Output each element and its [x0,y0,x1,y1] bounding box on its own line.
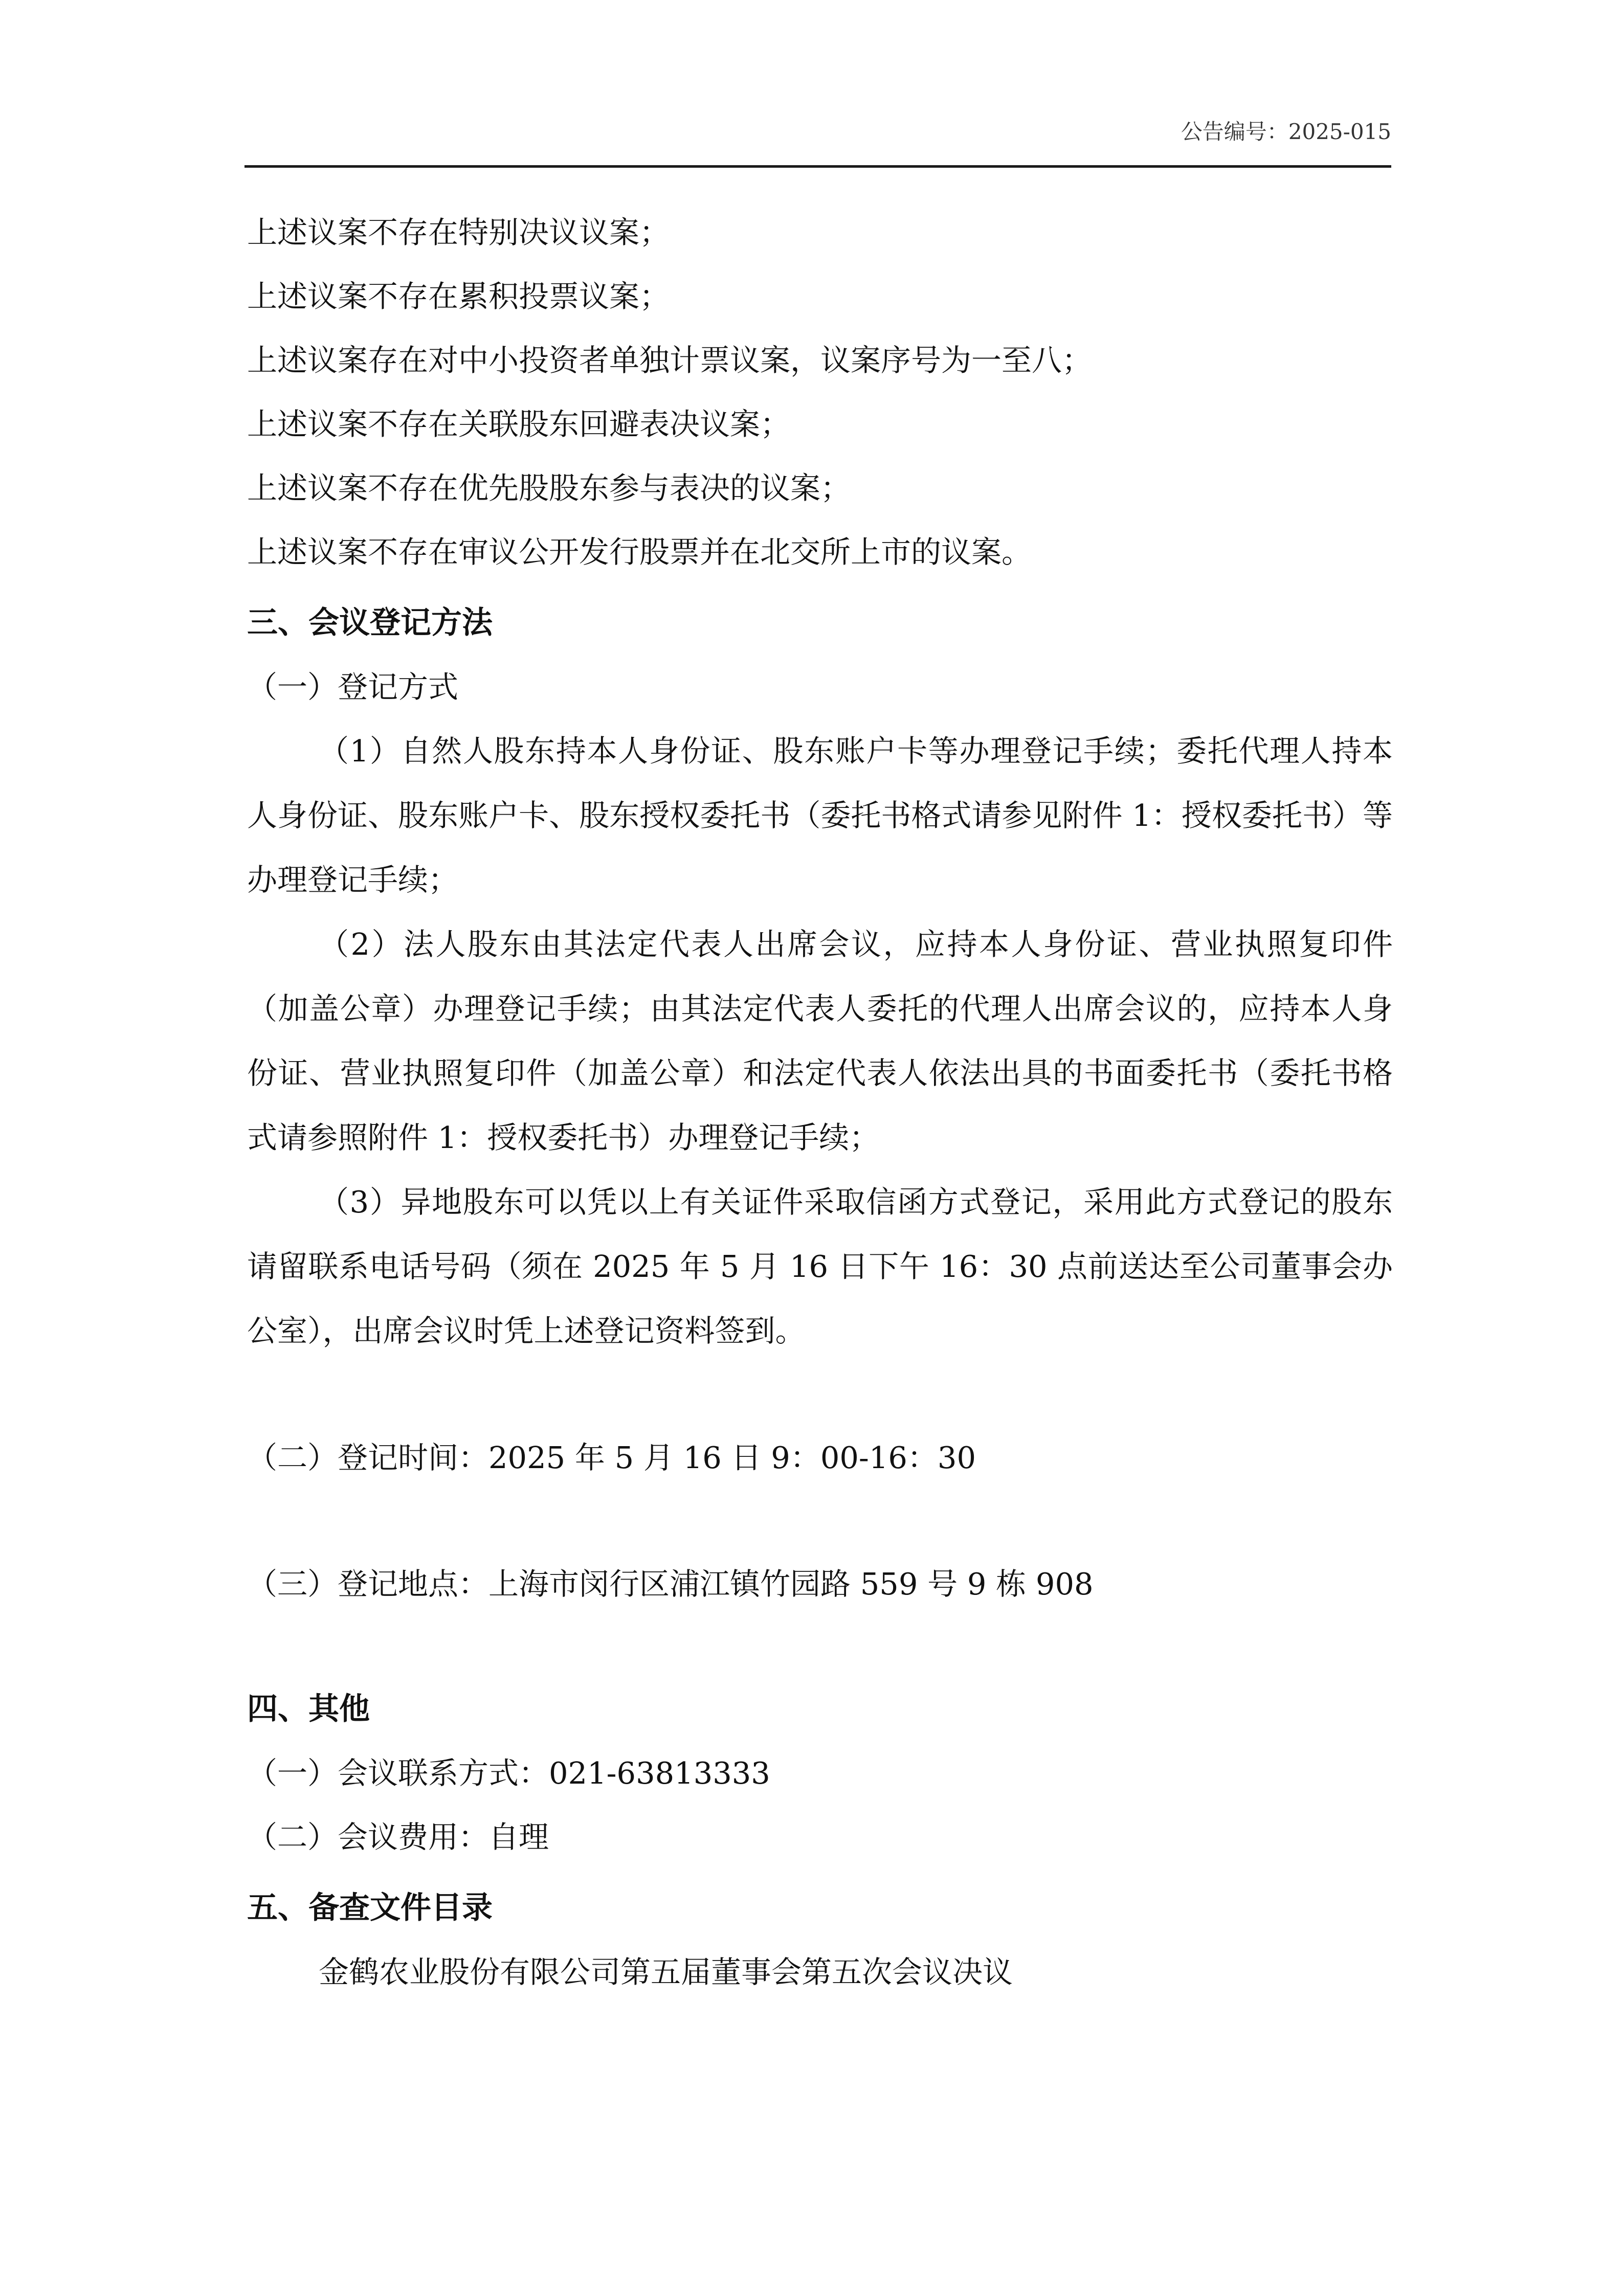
spacer [247,1363,1393,1426]
document-body [247,200,1393,2004]
motion-note: 上述议案不存在优先股股东参与表决的议案； [247,470,851,506]
motion-note: 上述议案不存在累积投票议案； [247,279,670,314]
registration-item-2: （2）法人股东由其法定代表人出席会议，应持本人身份证、营业执照复印件（加盖公章）办理登记手续；由其法定代表人委托的代理人出席会议的，应持本人身份证、营业执照复印件（加盖公章）和法定代表人依法出具的书面委托书（委托书格式请参照附件 1：授权委托书）办理登记手续； [247,927,1393,1155]
section-4-heading: 四、其他 [247,1691,370,1727]
registration-location: （三）登记地点：上海市闵行区浦江镇竹园路 559 号 9 栋 908 [247,1566,1094,1602]
spacer [247,1869,1393,1876]
meeting-contact: （一）会议联系方式：021-63813333 [247,1755,770,1791]
section-3-heading: 三、会议登记方法 [247,605,493,641]
spacer [247,584,1393,591]
registration-item-3: （3）异地股东可以凭以上有关证件采取信函方式登记，采用此方式登记的股东请留联系电话号码（须在 2025 年 5 月 16 日下午 16：30 点前送达至公司董事会办公室），出席会议时凭上述登记资料签到。 [247,1184,1393,1348]
registration-item-1: （1）自然人股东持本人身份证、股东账户卡等办理登记手续；委托代理人持本人身份证、股东账户卡、股东授权委托书（委托书格式请参见附件 1：授权委托书）等办理登记手续； [247,733,1393,897]
motion-note: 上述议案不存在审议公开发行股票并在北交所上市的议案。 [247,534,1032,570]
spacer [247,1490,1393,1552]
registration-method-subheading: （一）登记方式 [247,669,459,705]
motion-note: 上述议案不存在关联股东回避表决议案； [247,407,791,442]
meeting-fees: （二）会议费用：自理 [247,1819,549,1855]
motion-note: 上述议案不存在特别决议议案； [247,215,670,250]
announcement-number: 公告编号：2025-015 [1181,119,1391,144]
registration-time: （二）登记时间：2025 年 5 月 16 日 9：00-16：30 [247,1440,976,1475]
section-5-heading: 五、备查文件目录 [247,1890,493,1926]
motion-note: 上述议案存在对中小投资者单独计票议案，议案序号为一至八； [247,343,1093,378]
reference-document: 金鹤农业股份有限公司第五届董事会第五次会议决议 [319,1954,1013,1990]
header-divider [244,165,1391,168]
spacer [247,1616,1393,1677]
